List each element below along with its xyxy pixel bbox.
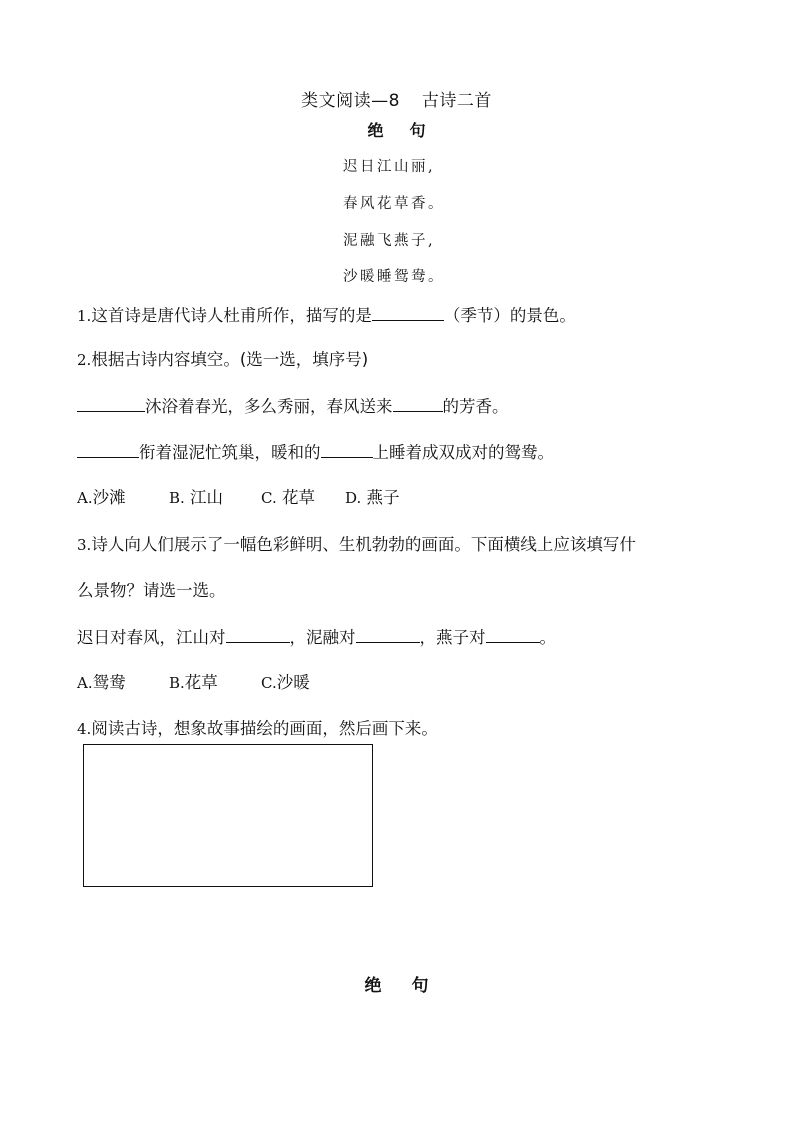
option-text: 花草 [184,673,218,692]
fill-line-3 [77,626,556,649]
option-label: C. [261,489,277,507]
answer-blank[interactable] [77,441,139,458]
question-text: 根据古诗内容填空。(选一选，填序号) [91,350,369,369]
question-1 [77,304,576,327]
answer-blank[interactable] [226,626,290,643]
option-label: B. [169,489,185,507]
drawing-box[interactable] [83,744,373,887]
title-topic: 古诗二首 [421,91,492,111]
answer-blank[interactable] [486,626,540,643]
option-a [77,672,169,694]
poem-line: 迟日江山丽, [343,159,436,175]
poem-title-char: 句 [409,121,426,140]
title-series: 类文阅读—8 [301,91,400,111]
poem-title [0,118,793,141]
option-text: 江山 [190,488,224,507]
poem-title-char: 绝 [367,121,384,140]
question-number: 1. [77,307,92,325]
poem-line: 泥融飞燕子, [343,233,436,249]
answer-blank[interactable] [356,626,420,643]
question-number: 3. [77,536,92,554]
q3-options [77,672,310,694]
question-text: 阅读古诗，想象故事描绘的画面，然后画下来。 [91,719,438,738]
fill-text: 衔着湿泥忙筑巢，暖和的 [139,443,321,462]
answer-blank[interactable] [77,395,145,412]
footer-poem-title [0,971,793,996]
option-label: A. [77,674,93,692]
fill-text: 的芳香。 [442,397,509,416]
option-c [261,672,310,694]
question-number: 2. [77,351,92,369]
fill-text: ，燕子对 [419,628,486,647]
fill-line-2 [77,441,554,464]
q2-options [77,487,400,509]
fill-line-1 [77,395,509,418]
fill-text: 。 [539,628,556,647]
fill-text: 沐浴着春光，多么秀丽，春风送来 [145,397,393,416]
question-2 [77,349,368,371]
poem-title-char: 绝 [364,976,382,996]
option-text: 沙滩 [92,488,126,507]
question-text: 这首诗是唐代诗人杜甫所作，描写的是 [91,306,372,325]
option-b [169,487,261,509]
page-title [0,86,793,111]
option-label: C. [261,674,277,692]
option-text: 沙暖 [276,673,310,692]
question-text: 诗人向人们展示了一幅色彩鲜明、生机勃勃的画面。下面横线上应该填写什 [91,535,636,554]
poem-title-char: 句 [411,976,429,996]
option-label: A. [77,489,93,507]
question-3-cont: 么景物？请选一选。 [77,581,226,600]
question-text: （季节）的景色。 [443,306,576,325]
option-label: B. [169,674,185,692]
poem-line: 沙暖睡鸳鸯。 [343,269,445,285]
option-text: 鸳鸯 [92,673,126,692]
question-4 [77,718,438,740]
question-3 [77,534,636,556]
option-text: 花草 [281,488,315,507]
option-text: 燕子 [366,488,400,507]
answer-blank[interactable] [372,304,444,321]
answer-blank[interactable] [393,395,443,412]
fill-text: 迟日对春风，江山对 [77,628,226,647]
poem-line: 春风花草香。 [343,196,445,212]
fill-text: 上睡着成双成对的鸳鸯。 [372,443,554,462]
option-c [261,487,345,509]
question-number: 4. [77,720,92,738]
option-a [77,487,169,509]
option-label: D. [345,489,362,507]
answer-blank[interactable] [321,441,373,458]
option-b [169,672,261,694]
option-d [345,487,400,509]
fill-text: ，泥融对 [289,628,356,647]
